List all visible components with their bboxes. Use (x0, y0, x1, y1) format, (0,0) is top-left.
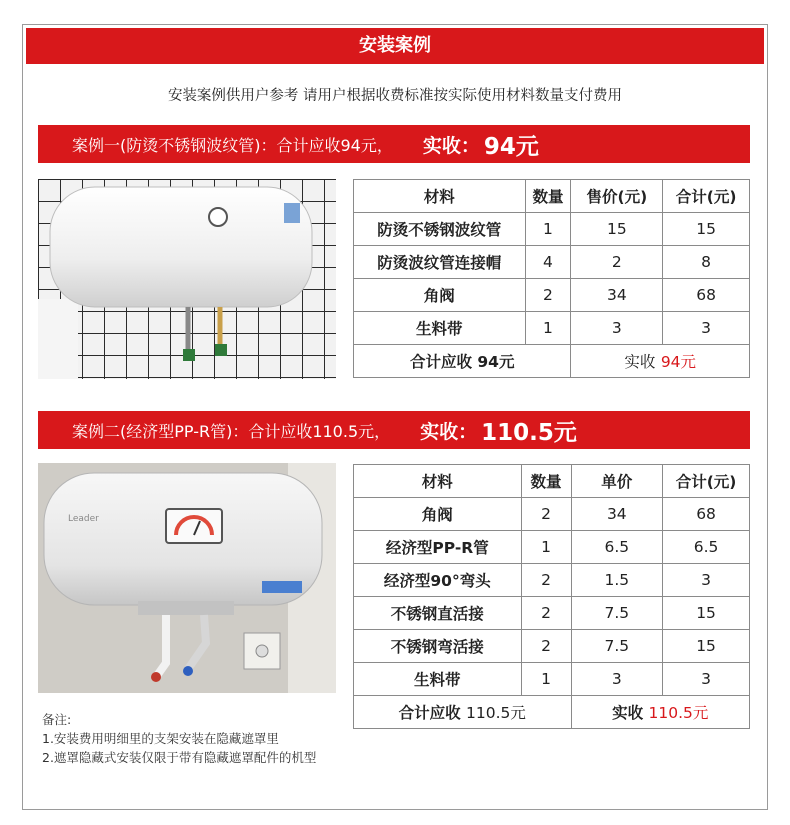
material-price: 3 (571, 663, 663, 696)
water-heater-image (38, 179, 336, 379)
material-total: 68 (663, 498, 750, 531)
case1-paid-value: 94元 (483, 133, 539, 160)
material-name: 不锈钢弯活接 (354, 630, 522, 663)
table-row (354, 312, 750, 345)
material-price: 3 (571, 312, 663, 345)
case2-description: 案例二(经济型PP-R管)：合计应收110.5元， (72, 421, 391, 441)
table-row (354, 498, 750, 531)
material-name: 角阀 (354, 498, 522, 531)
material-total: 3 (663, 663, 750, 696)
total-due-value: 94元 (477, 353, 515, 371)
material-name: 不锈钢直活接 (354, 597, 522, 630)
table-row (354, 213, 750, 246)
material-price: 2 (571, 246, 663, 279)
total-due-label: 合计应收 (398, 704, 461, 722)
total-due-cell (354, 696, 572, 729)
material-name: 生料带 (354, 663, 522, 696)
water-heater-image (38, 463, 336, 693)
material-qty: 2 (521, 597, 571, 630)
material-name: 防烫波纹管连接帽 (354, 246, 526, 279)
table-total-row (354, 696, 750, 729)
table-row (354, 246, 750, 279)
table-header-row (354, 465, 750, 498)
material-qty: 1 (521, 531, 571, 564)
material-qty: 2 (521, 564, 571, 597)
notes-section (42, 710, 342, 767)
actual-paid-label: 实收 (612, 704, 644, 722)
material-name: 防烫不锈钢波纹管 (354, 213, 526, 246)
actual-paid-value: 94元 (660, 353, 697, 371)
case1-materials-table (353, 179, 750, 378)
case1-photo (38, 179, 336, 379)
material-total: 6.5 (663, 531, 750, 564)
column-header: 数量 (525, 180, 571, 213)
case2-photo (38, 463, 336, 693)
total-due-cell (354, 345, 571, 378)
material-price: 7.5 (571, 630, 663, 663)
column-header: 数量 (521, 465, 571, 498)
material-name: 经济型90°弯头 (354, 564, 522, 597)
material-total: 15 (663, 213, 750, 246)
column-header: 售价(元) (571, 180, 663, 213)
notes-line-2: 2.遮罩隐藏式安装仅限于带有隐藏遮罩配件的机型 (42, 750, 317, 765)
material-total: 68 (663, 279, 750, 312)
table-row (354, 564, 750, 597)
case2-paid-label: 实收： (420, 420, 478, 443)
material-qty: 1 (525, 312, 571, 345)
table-total-row (354, 345, 750, 378)
case2-materials-table (353, 464, 750, 729)
material-price: 15 (571, 213, 663, 246)
material-name: 经济型PP-R管 (354, 531, 522, 564)
notes-title: 备注: (42, 712, 72, 727)
actual-paid-cell (571, 696, 749, 729)
material-price: 34 (571, 498, 663, 531)
table-row (354, 630, 750, 663)
material-price: 1.5 (571, 564, 663, 597)
material-total: 15 (663, 630, 750, 663)
column-header: 合计(元) (663, 180, 750, 213)
material-qty: 2 (521, 630, 571, 663)
actual-paid-cell (571, 345, 750, 378)
actual-paid-value: 110.5元 (648, 704, 709, 722)
case1-description: 案例一(防烫不锈钢波纹管)：合计应收94元， (72, 135, 393, 155)
table-row (354, 597, 750, 630)
material-qty: 2 (525, 279, 571, 312)
material-qty: 4 (525, 246, 571, 279)
material-total: 15 (663, 597, 750, 630)
material-price: 6.5 (571, 531, 663, 564)
total-due-value: 110.5元 (466, 704, 526, 722)
table-row (354, 663, 750, 696)
page-title: 安装案例 (26, 28, 764, 64)
case2-paid-value: 110.5元 (481, 419, 577, 446)
total-due-label: 合计应收 (409, 353, 472, 371)
material-total: 3 (663, 312, 750, 345)
material-price: 7.5 (571, 597, 663, 630)
brand-logo: Leader (68, 514, 99, 524)
material-total: 8 (663, 246, 750, 279)
page-subtitle: 安装案例供用户参考 请用户根据收费标准按实际使用材料数量支付费用 (167, 88, 623, 104)
material-price: 34 (571, 279, 663, 312)
case2-banner (38, 411, 750, 449)
column-header: 合计(元) (663, 465, 750, 498)
column-header: 材料 (354, 180, 526, 213)
material-name: 生料带 (354, 312, 526, 345)
table-row (354, 531, 750, 564)
material-qty: 2 (521, 498, 571, 531)
notes-line-1: 1.安装费用明细里的支架安装在隐藏遮罩里 (42, 731, 279, 746)
material-total: 3 (663, 564, 750, 597)
case1-banner (38, 125, 750, 163)
material-qty: 1 (521, 663, 571, 696)
column-header: 材料 (354, 465, 522, 498)
column-header: 单价 (571, 465, 663, 498)
material-qty: 1 (525, 213, 571, 246)
table-header-row (354, 180, 750, 213)
table-row (354, 279, 750, 312)
material-name: 角阀 (354, 279, 526, 312)
case1-paid-label: 实收： (422, 134, 480, 157)
actual-paid-label: 实收 (624, 353, 656, 371)
